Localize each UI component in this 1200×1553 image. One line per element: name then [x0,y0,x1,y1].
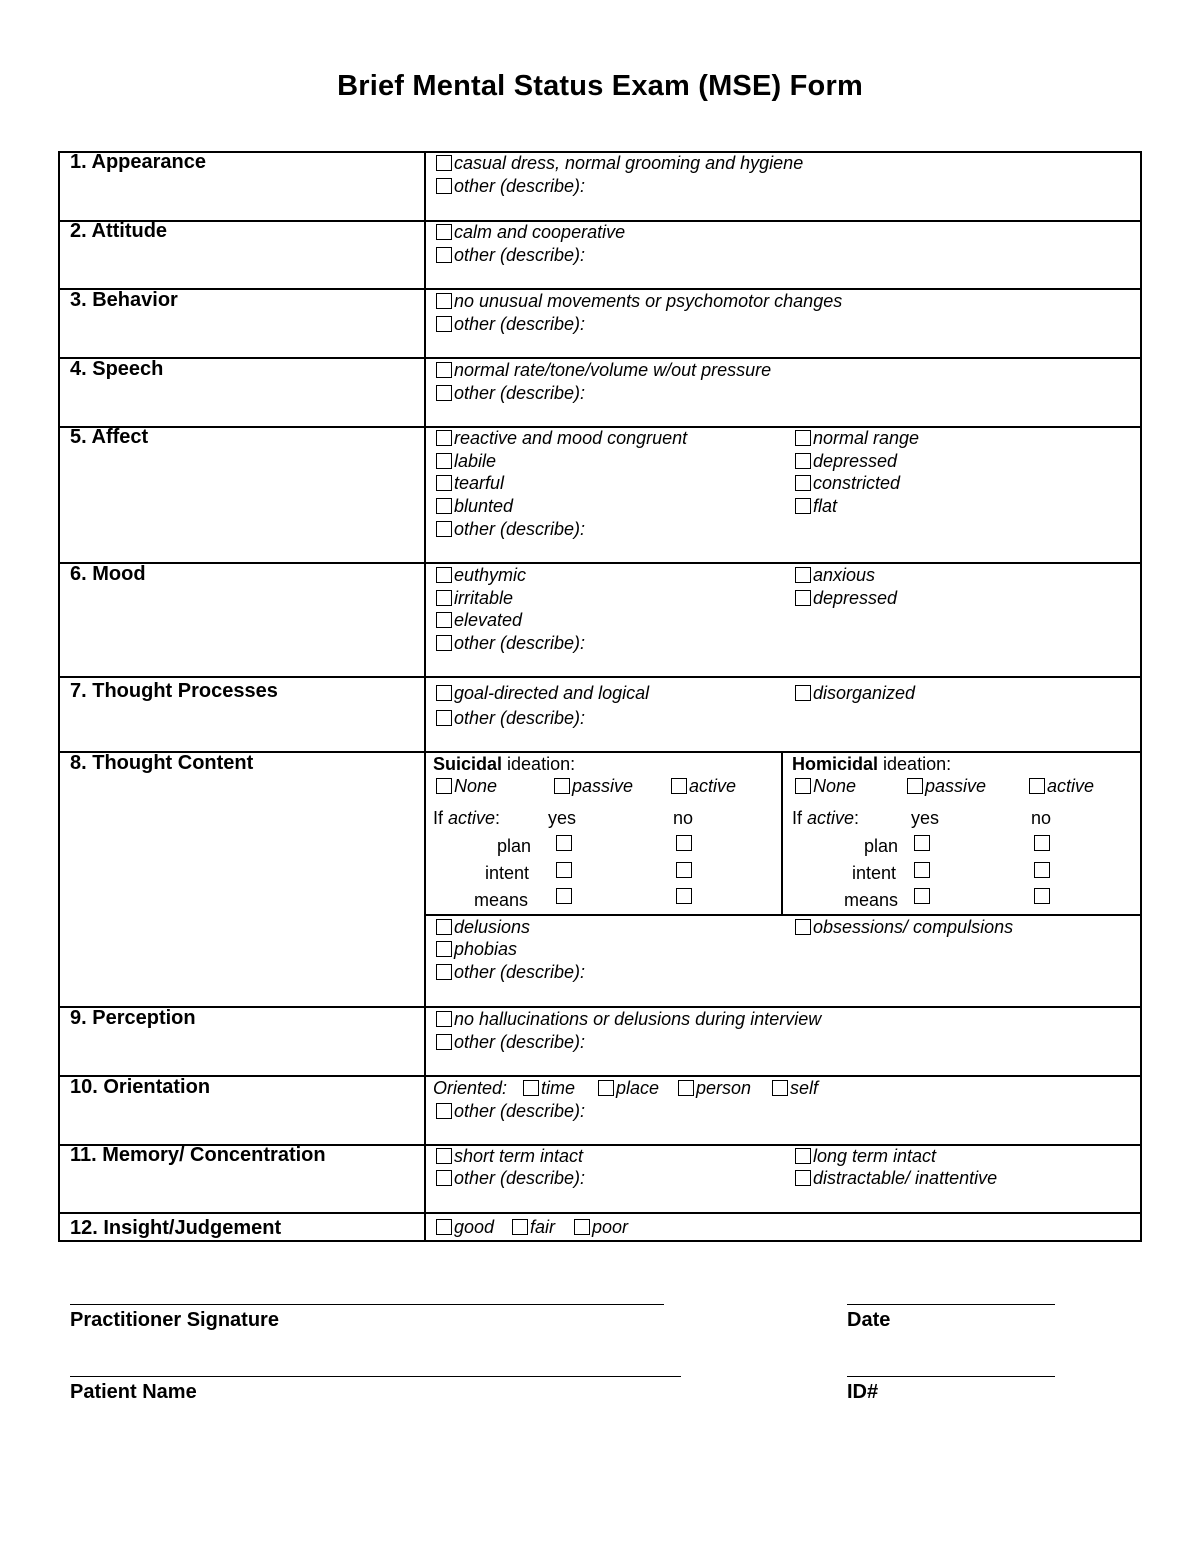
checkbox[interactable] [436,567,452,583]
homicidal-plan-yes-checkbox[interactable] [914,835,930,851]
suicidal-means-label: means [474,890,529,910]
homicidal-means-label: means [844,890,899,910]
suicidal-plan-label: plan [497,836,532,856]
patient-name-label: Patient Name [70,1381,197,1403]
suicidal-intent-yes-checkbox[interactable] [556,862,572,878]
checkbox[interactable] [795,498,811,514]
memory-option-other[interactable]: other (describe): [436,1167,585,1189]
checkbox[interactable] [436,1170,452,1186]
homicidal-intent-label: intent [852,863,897,883]
checkbox[interactable] [436,685,452,701]
thought-processes-option-disorganized[interactable]: disorganized [795,682,915,704]
id-line[interactable] [847,1376,1055,1377]
suicidal-plan-no-checkbox[interactable] [676,835,692,851]
checkbox[interactable] [523,1080,539,1096]
checkbox[interactable] [436,498,452,514]
checkbox[interactable] [436,224,452,240]
section-memory-label: 11. Memory/ Concentration [70,1144,326,1166]
section-behavior-label: 3. Behavior [70,289,178,311]
suicidal-plan-yes-checkbox[interactable] [556,835,572,851]
suicidal-ideation-heading: Suicidal ideation: [433,754,576,774]
suicidal-yes-header: yes [548,808,577,828]
behavior-option-other[interactable]: other (describe): [436,313,585,335]
checkbox[interactable] [436,247,452,263]
suicidal-option-active[interactable]: active [671,775,736,797]
affect-option[interactable]: depressed [795,450,897,472]
orientation-prefix: Oriented: [433,1078,508,1098]
thought-processes-option-logical[interactable]: goal-directed and logical [436,682,649,704]
checkbox[interactable] [795,453,811,469]
column-divider [424,151,426,1242]
section-appearance-label: 1. Appearance [70,151,206,173]
checkbox[interactable] [436,1103,452,1119]
checkbox[interactable] [436,612,452,628]
checkbox[interactable] [436,778,452,794]
memory-option[interactable]: short term intact [436,1145,583,1167]
checkbox[interactable] [436,710,452,726]
thought-content-option[interactable]: phobias [436,938,517,960]
id-label: ID# [847,1381,879,1403]
orientation-option-other[interactable]: other (describe): [436,1100,585,1122]
ideation-divider [424,914,1142,916]
orientation-option-place[interactable]: place [598,1077,659,1099]
checkbox[interactable] [795,475,811,491]
homicidal-yes-header: yes [911,808,940,828]
date-label: Date [847,1309,891,1331]
checkbox[interactable] [436,475,452,491]
affect-option-other[interactable]: other (describe): [436,518,585,540]
section-orientation-label: 10. Orientation [70,1076,211,1098]
homicidal-intent-yes-checkbox[interactable] [914,862,930,878]
checkbox[interactable] [907,778,923,794]
mood-option[interactable]: anxious [795,564,875,586]
section-mood-label: 6. Mood [70,563,146,585]
behavior-option-normal[interactable]: no unusual movements or psychomotor changes [436,290,842,312]
orientation-option-self[interactable]: self [772,1077,818,1099]
date-line[interactable] [847,1304,1055,1305]
homicidal-plan-label: plan [864,836,899,856]
perception-option-other[interactable]: other (describe): [436,1031,585,1053]
section-thought-content-label: 8. Thought Content [70,752,254,774]
checkbox[interactable] [436,590,452,606]
orientation-option-time[interactable]: time [523,1077,575,1099]
checkbox[interactable] [795,590,811,606]
thought-content-option[interactable]: obsessions/ compulsions [795,916,1013,938]
checkbox[interactable] [436,316,452,332]
memory-option[interactable]: distractable/ inattentive [795,1167,997,1189]
section-attitude-label: 2. Attitude [70,220,168,242]
checkbox[interactable] [512,1219,528,1235]
suicidal-no-header: no [673,808,694,828]
checkbox[interactable] [436,521,452,537]
attitude-option-calm[interactable]: calm and cooperative [436,221,625,243]
checkbox[interactable] [436,919,452,935]
thought-content-option[interactable]: delusions [436,916,530,938]
checkbox[interactable] [554,778,570,794]
thought-processes-option-other[interactable]: other (describe): [436,707,585,729]
affect-option[interactable]: flat [795,495,837,517]
perception-option-normal[interactable]: no hallucinations or delusions during interview [436,1008,821,1030]
suicidal-option-none[interactable]: None [436,775,497,797]
checkbox[interactable] [436,178,452,194]
homicidal-option-active[interactable]: active [1029,775,1094,797]
checkbox[interactable] [436,964,452,980]
mood-option[interactable]: irritable [436,587,513,609]
homicidal-option-none[interactable]: None [795,775,856,797]
orientation-option-person[interactable]: person [678,1077,751,1099]
form-title: Brief Mental Status Exam (MSE) Form [337,70,863,102]
checkbox[interactable] [795,430,811,446]
checkbox[interactable] [795,1148,811,1164]
checkbox[interactable] [436,635,452,651]
checkbox[interactable] [436,453,452,469]
insight-option-good[interactable]: good [436,1216,494,1238]
section-affect-label: 5. Affect [70,426,149,448]
checkbox[interactable] [436,155,452,171]
suicidal-if-active-label: If active: [433,808,501,828]
attitude-option-other[interactable]: other (describe): [436,244,585,266]
ideation-column-divider [781,751,783,915]
homicidal-option-passive[interactable]: passive [907,775,986,797]
checkbox[interactable] [436,1034,452,1050]
suicidal-option-passive[interactable]: passive [554,775,633,797]
homicidal-ideation-heading: Homicidal ideation: [792,754,952,774]
checkbox[interactable] [678,1080,694,1096]
row-divider [58,562,1142,564]
practitioner-signature-label: Practitioner Signature [70,1309,279,1331]
affect-option[interactable]: reactive and mood congruent [436,427,687,449]
suicidal-intent-label: intent [485,863,530,883]
homicidal-no-header: no [1031,808,1052,828]
homicidal-means-no-checkbox[interactable] [1034,888,1050,904]
thought-content-option-other[interactable]: other (describe): [436,961,585,983]
checkbox[interactable] [436,941,452,957]
checkbox[interactable] [574,1219,590,1235]
section-insight-label: 12. Insight/Judgement [70,1217,282,1239]
affect-option[interactable]: tearful [436,472,504,494]
section-speech-label: 4. Speech [70,358,164,380]
memory-option[interactable]: long term intact [795,1145,936,1167]
practitioner-signature-line[interactable] [70,1304,664,1305]
speech-option-other[interactable]: other (describe): [436,382,585,404]
row-divider [58,1212,1142,1214]
appearance-option-normal[interactable]: casual dress, normal grooming and hygiene [436,152,803,174]
checkbox[interactable] [436,1148,452,1164]
checkbox[interactable] [436,385,452,401]
mood-option[interactable]: elevated [436,609,522,631]
section-thought-processes-label: 7. Thought Processes [70,680,278,702]
checkbox[interactable] [772,1080,788,1096]
patient-name-line[interactable] [70,1376,681,1377]
mood-option[interactable]: euthymic [436,564,526,586]
affect-option[interactable]: constricted [795,472,900,494]
appearance-option-other[interactable]: other (describe): [436,175,585,197]
suicidal-means-yes-checkbox[interactable] [556,888,572,904]
affect-option[interactable]: blunted [436,495,513,517]
homicidal-means-yes-checkbox[interactable] [914,888,930,904]
affect-option[interactable]: labile [436,450,496,472]
speech-option-normal[interactable]: normal rate/tone/volume w/out pressure [436,359,771,381]
checkbox[interactable] [436,293,452,309]
mood-option[interactable]: depressed [795,587,897,609]
checkbox[interactable] [436,1011,452,1027]
checkbox[interactable] [671,778,687,794]
checkbox[interactable] [795,919,811,935]
checkbox[interactable] [436,430,452,446]
checkbox[interactable] [436,1219,452,1235]
insight-option-poor[interactable]: poor [574,1216,628,1238]
checkbox[interactable] [436,362,452,378]
row-divider [58,676,1142,678]
checkbox[interactable] [795,1170,811,1186]
checkbox[interactable] [1029,778,1045,794]
suicidal-means-no-checkbox[interactable] [676,888,692,904]
checkbox[interactable] [795,778,811,794]
homicidal-plan-no-checkbox[interactable] [1034,835,1050,851]
homicidal-intent-no-checkbox[interactable] [1034,862,1050,878]
mood-option-other[interactable]: other (describe): [436,632,585,654]
checkbox[interactable] [795,685,811,701]
section-perception-label: 9. Perception [70,1007,196,1029]
affect-option[interactable]: normal range [795,427,919,449]
suicidal-intent-no-checkbox[interactable] [676,862,692,878]
insight-option-fair[interactable]: fair [512,1216,555,1238]
checkbox[interactable] [795,567,811,583]
homicidal-if-active-label: If active: [792,808,860,828]
checkbox[interactable] [598,1080,614,1096]
